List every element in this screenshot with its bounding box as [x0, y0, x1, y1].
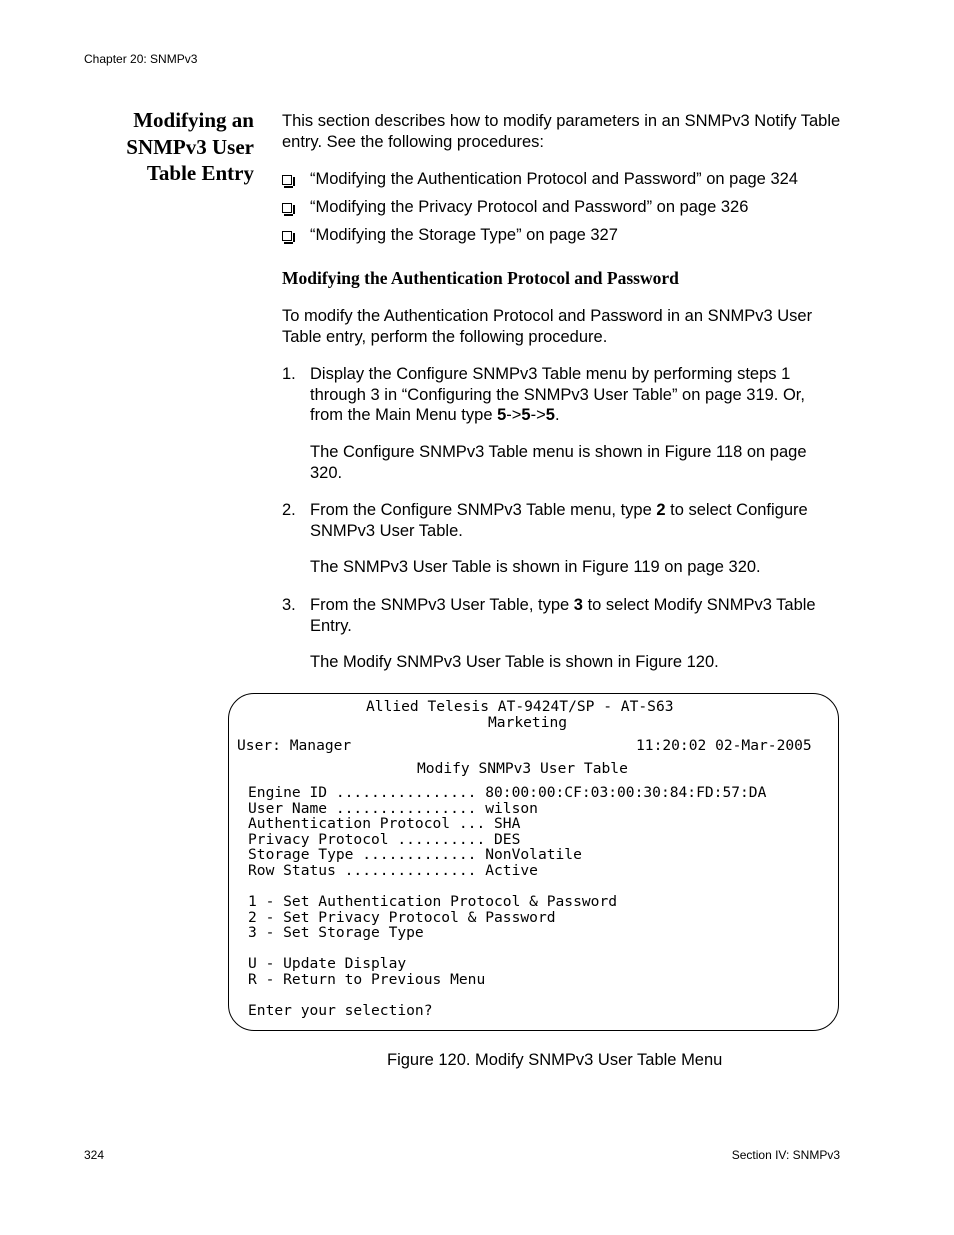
- terminal-field: Row Status ............... Active: [248, 862, 538, 879]
- section-footer: Section IV: SNMPv3: [731, 1148, 840, 1162]
- terminal-field: User Name ................ wilson: [248, 800, 538, 817]
- subsection-heading: Modifying the Authentication Protocol and Password: [282, 268, 679, 288]
- step-number: 1.: [282, 365, 296, 383]
- list-item[interactable]: [282, 197, 842, 225]
- menu-key: 3: [573, 596, 583, 614]
- step-number: 2.: [282, 501, 296, 519]
- step-note: The SNMPv3 User Table is shown in Figure 119 on page 320.: [310, 558, 761, 576]
- list-item[interactable]: [282, 169, 842, 197]
- step-text-part: Display the Configure SNMPv3 Table menu by performing steps 1 through 3 in “Configuring the SNMPv3 User Table” on page 319. Or, from the Main Menu type: [310, 365, 805, 424]
- terminal-option[interactable]: R - Return to Previous Menu: [248, 971, 486, 988]
- step-text-part: From the Configure SNMPv3 Table menu, type: [310, 501, 657, 519]
- section-heading-line: SNMPv3 User: [126, 134, 254, 159]
- menu-key: 2: [656, 501, 666, 519]
- terminal-title: Allied Telesis AT-9424T/SP - AT-S63: [366, 698, 674, 715]
- terminal-user: User: Manager: [237, 737, 352, 754]
- terminal-screen: [228, 693, 839, 1031]
- checkbox-bullet-icon: [282, 231, 292, 241]
- section-heading-line: Modifying an: [133, 108, 254, 132]
- checkbox-bullet-icon: [282, 175, 292, 185]
- menu-key: 5: [521, 406, 531, 424]
- terminal-option[interactable]: 3 - Set Storage Type: [248, 924, 424, 941]
- step-text-part: From the SNMPv3 User Table, type: [310, 596, 574, 614]
- section-heading-line: Table Entry: [146, 161, 254, 185]
- step-text-part: .: [554, 406, 560, 424]
- page-number: 324: [84, 1148, 105, 1162]
- procedure-intro: To modify the Authentication Protocol and Password in an SNMPv3 User Table entry, perform the following procedure.: [282, 307, 813, 346]
- list-item[interactable]: [282, 225, 842, 253]
- terminal-option[interactable]: U - Update Display: [248, 955, 407, 972]
- list-item-text[interactable]: “Modifying the Storage Type” on page 327: [310, 226, 618, 244]
- key-separator: ->: [530, 406, 546, 424]
- list-item-text[interactable]: “Modifying the Privacy Protocol and Password” on page 326: [310, 198, 749, 216]
- step-text-part: to select Modify SNMPv3 Table Entry.: [310, 596, 816, 635]
- step-note: The Configure SNMPv3 Table menu is shown in Figure 118 on page 320.: [310, 443, 807, 482]
- list-item-text[interactable]: “Modifying the Authentication Protocol and Password” on page 324: [310, 170, 798, 188]
- figure-caption: Figure 120. Modify SNMPv3 User Table Menu: [387, 1051, 723, 1069]
- terminal-datetime: 11:20:02 02-Mar-2005: [636, 737, 812, 754]
- terminal-field: Privacy Protocol .......... DES: [248, 831, 521, 848]
- terminal-option[interactable]: 1 - Set Authentication Protocol & Password: [248, 893, 618, 910]
- menu-key: 5: [497, 406, 507, 424]
- intro-paragraph: This section describes how to modify parameters in an SNMPv3 Notify Table entry. See the following procedures:: [282, 112, 841, 151]
- step-number: 3.: [282, 596, 296, 614]
- terminal-option[interactable]: 2 - Set Privacy Protocol & Password: [248, 909, 556, 926]
- terminal-menu-title: Modify SNMPv3 User Table: [417, 760, 628, 777]
- step-text-part: to select Configure SNMPv3 User Table.: [310, 501, 808, 540]
- step-note: The Modify SNMPv3 User Table is shown in Figure 120.: [310, 653, 719, 671]
- section-heading: [96, 107, 254, 187]
- step-text: [310, 500, 840, 541]
- step-text: [310, 595, 840, 636]
- checkbox-bullet-icon: [282, 203, 292, 213]
- terminal-field: Storage Type ............. NonVolatile: [248, 846, 582, 863]
- terminal-field: Authentication Protocol ... SHA: [248, 815, 521, 832]
- step-text: [310, 364, 840, 426]
- key-separator: ->: [506, 406, 522, 424]
- terminal-subtitle: Marketing: [488, 714, 568, 731]
- terminal-prompt[interactable]: Enter your selection?: [248, 1002, 433, 1019]
- procedure-list: [282, 169, 842, 253]
- running-header: Chapter 20: SNMPv3: [84, 52, 198, 66]
- terminal-field: Engine ID ................ 80:00:00:CF:03:00:30:84:FD:57:DA: [248, 784, 767, 801]
- menu-key: 5: [545, 406, 555, 424]
